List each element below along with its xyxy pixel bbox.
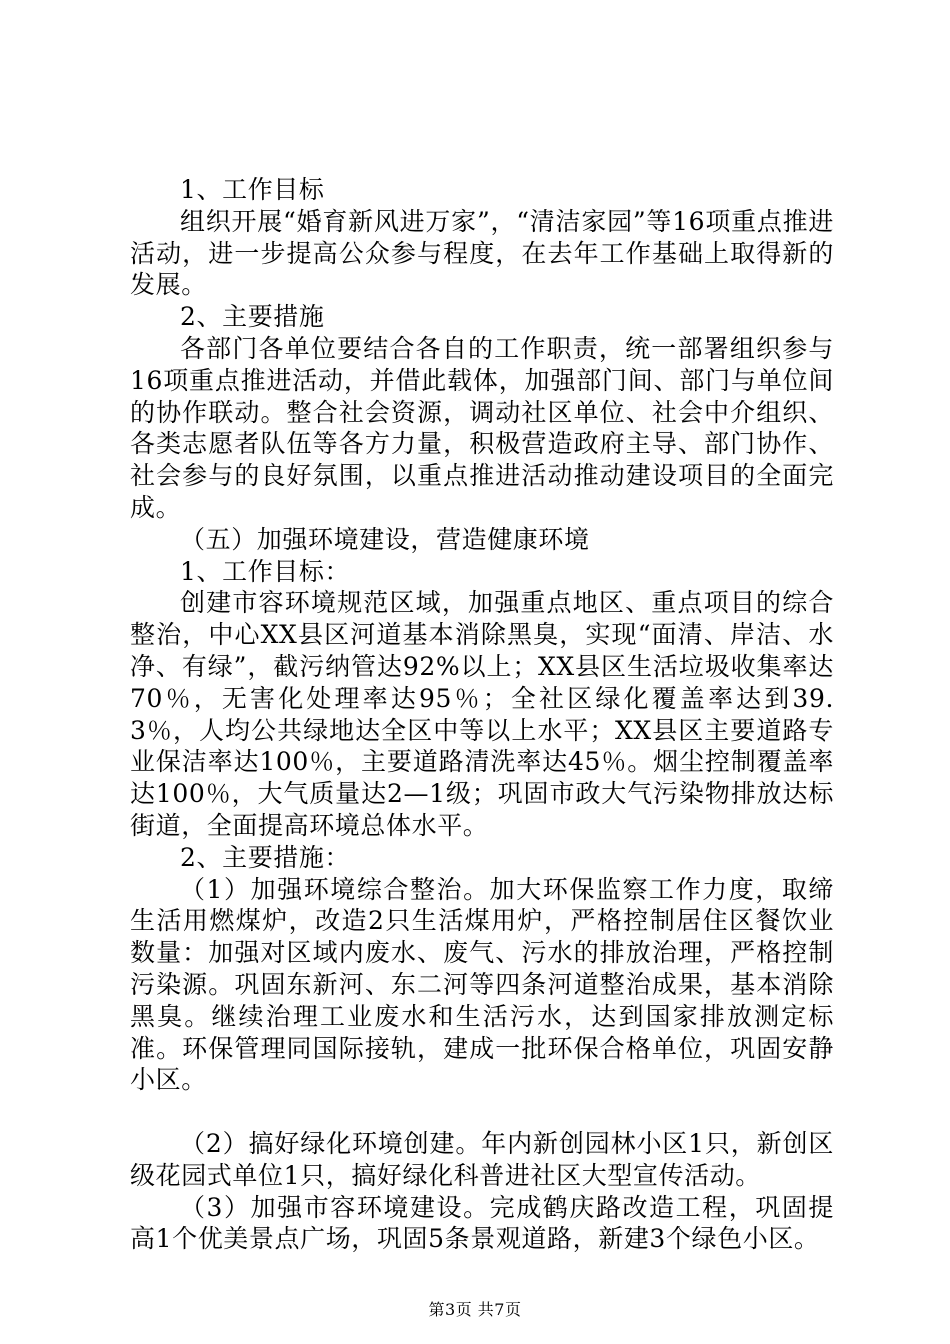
- paragraph-measure-1: （1）加强环境综合整治。加大环保监察工作力度，取缔生活用燃煤炉，改造2只生活煤用炉，严格控制居住区餐饮业数量：加强对区域内废水、废气、污水的排放治理，严格控制污染源。巩固东新河、东二河等四条河道整治成果，基本消除黑臭。继续治理工业废水和生活污水，达到国家排放测定标准。环保管理同国际接轨，建成一批环保合格单位，巩固安静小区。: [130, 874, 834, 1095]
- heading-environment-measures: 2、主要措施：: [180, 842, 351, 872]
- document-body: [130, 174, 834, 1255]
- page-number-footer: 第3页 共7页: [428, 1300, 522, 1319]
- section-heading-environment: （五）加强环境建设，营造健康环境: [180, 524, 590, 554]
- heading-work-goal: 1、工作目标: [180, 175, 325, 204]
- heading-environment-goal: 1、工作目标：: [180, 556, 351, 586]
- paragraph-environment-goal: 创建市容环境规范区域，加强重点地区、重点项目的综合整治，中心XX县区河道基本消除黑臭，实现“面清、岸洁、水净、有绿”，截污纳管达92%以上；XX县区生活垃圾收集率达70％，无害化处理率达95％；全社区绿化覆盖率达到39.3％，人均公共绿地达全区中等以上水平；XX县区主要道路专业保洁率达100％，主要道路清洗率达45％。烟尘控制覆盖率达100％，大气质量达2—1级；巩固市政大气污染物排放达标街道，全面提高环境总体水平。: [130, 588, 834, 840]
- heading-main-measures: 2、主要措施: [180, 302, 325, 332]
- paragraph-work-goal: 组织开展“婚育新风进万家”，“清洁家园”等16项重点推进活动，进一步提高公众参与程度，在去年工作基础上取得新的发展。: [130, 206, 834, 300]
- paragraph-measure-3: （3）加强市容环境建设。完成鹤庆路改造工程，巩固提高1个优美景点广场，巩固5条景观道路，新建3个绿色小区。: [130, 1192, 834, 1254]
- paragraph-main-measures: 各部门各单位要结合各自的工作职责，统一部署组织参与16项重点推进活动，并借此载体，加强部门间、部门与单位间的协作联动。整合社会资源，调动社区单位、社会中介组织、各类志愿者队伍等各方力量，积极营造政府主导、部门协作、社会参与的良好氛围，以重点推进活动推动建设项目的全面完成。: [130, 333, 834, 522]
- paragraph-measure-2: （2）搞好绿化环境创建。年内新创园林小区1只，新创区级花园式单位1只，搞好绿化科普进社区大型宣传活动。: [130, 1128, 834, 1190]
